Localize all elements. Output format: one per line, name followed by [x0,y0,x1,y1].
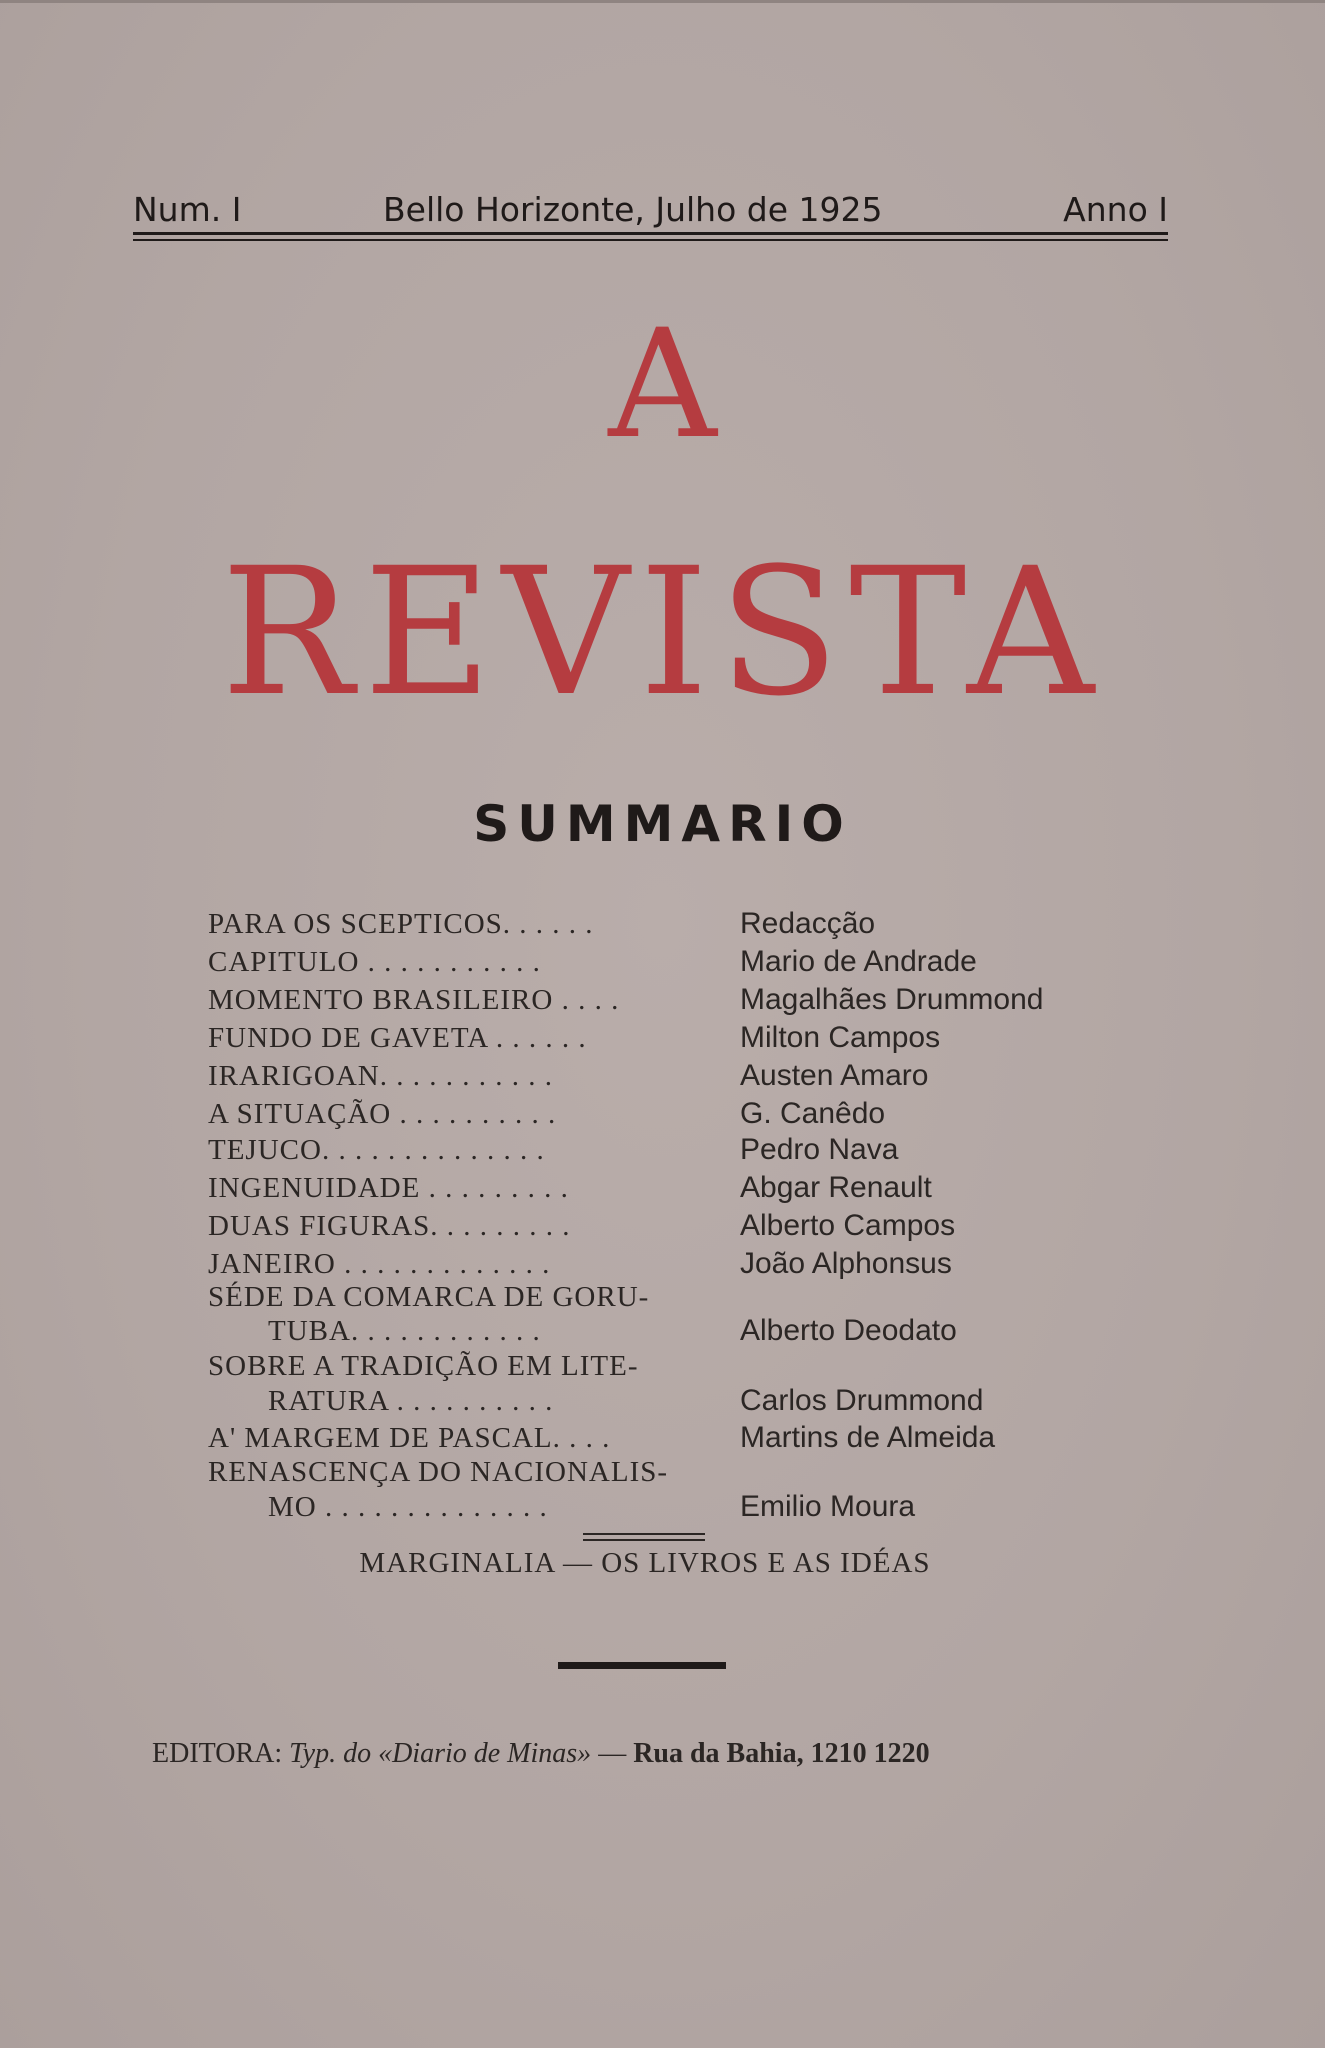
toc-title: DUAS FIGURAS. . . . . . . . . [208,1210,571,1242]
toc-entry [208,1019,1108,1057]
toc-entry-line1 [208,1347,1108,1385]
volume-year: Anno I [1063,190,1168,229]
toc-title: SÉDE DA COMARCA DE GORU- [208,1281,650,1313]
toc-entry [208,1131,1108,1169]
toc-entry [208,943,1108,981]
toc-author: Carlos Drummond [740,1384,984,1417]
toc-entry-line2 [208,1488,1108,1526]
toc-entry-line1 [208,1278,1108,1316]
toc-entry-line2 [208,1312,1108,1350]
toc-author: Milton Campos [740,1021,941,1054]
toc-entry [208,981,1108,1019]
toc-author: Alberto Campos [740,1209,956,1242]
toc-entry [208,1095,1108,1133]
publisher-dash: — [598,1738,627,1769]
toc-title: SOBRE A TRADIÇÃO EM LITE- [208,1350,639,1382]
toc-entry [208,905,1108,943]
toc-author: Magalhães Drummond [740,983,1044,1016]
masthead-rule-top [133,232,1168,235]
summario-heading: SUMMARIO [473,795,852,853]
toc-title: PARA OS SCEPTICOS. . . . . . [208,908,594,940]
toc-author: Austen Amaro [740,1059,929,1092]
toc-title: IRARIGOAN. . . . . . . . . . . [208,1060,553,1092]
toc-author: Mario de Andrade [740,945,977,978]
toc-entry [208,1169,1108,1207]
toc-entry [208,1419,1108,1457]
toc-title: RATURA . . . . . . . . . . [268,1385,554,1417]
toc-title: CAPITULO . . . . . . . . . . . [208,946,541,978]
toc-author: Redacção [740,907,876,940]
publisher-line [152,1738,1172,1770]
toc-title: A' MARGEM DE PASCAL. . . . [208,1422,611,1454]
top-edge [0,0,1325,3]
title-article: A [608,298,717,472]
toc-author: João Alphonsus [740,1247,952,1280]
publisher-typ: Typ. do «Diario de Minas» [289,1738,592,1769]
toc-entry-line2 [208,1382,1108,1420]
marginalia-line: MARGINALIA — OS LIVROS E AS IDÉAS [359,1547,931,1579]
toc-title: TUBA. . . . . . . . . . . . [268,1315,541,1347]
toc-entry [208,1057,1108,1095]
toc-title: MOMENTO BRASILEIRO . . . . [208,984,620,1016]
publisher-address: Rua da Bahia, 1210 1220 [633,1738,930,1769]
toc-author: Martins de Almeida [740,1421,996,1454]
toc-author: Alberto Deodato [740,1314,957,1347]
title-name: REVISTA [220,530,1105,735]
toc-entry [208,1207,1108,1245]
toc-title: FUNDO DE GAVETA . . . . . . [208,1022,587,1054]
bottom-rule [558,1662,726,1669]
toc-title: JANEIRO . . . . . . . . . . . . . [208,1248,551,1280]
toc-author: Abgar Renault [740,1171,932,1204]
publisher-label: EDITORA: [152,1738,283,1769]
toc-title: TEJUCO. . . . . . . . . . . . . . [208,1134,545,1166]
toc-title: RENASCENÇA DO NACIONALIS- [208,1456,669,1488]
place-date: Bello Horizonte, Julho de 1925 [383,190,883,229]
toc-author: Pedro Nava [740,1133,899,1166]
masthead-rule-bottom [133,239,1168,241]
toc-title: MO . . . . . . . . . . . . . . [268,1491,548,1523]
toc-entry-line1 [208,1453,1108,1491]
toc-title: A SITUAÇÃO . . . . . . . . . . [208,1098,557,1130]
issue-number: Num. I [133,190,242,229]
toc-title: INGENUIDADE . . . . . . . . . [208,1172,569,1204]
section-separator [583,1533,705,1541]
toc-author: G. Canêdo [740,1097,886,1130]
toc-author: Emilio Moura [740,1490,916,1523]
